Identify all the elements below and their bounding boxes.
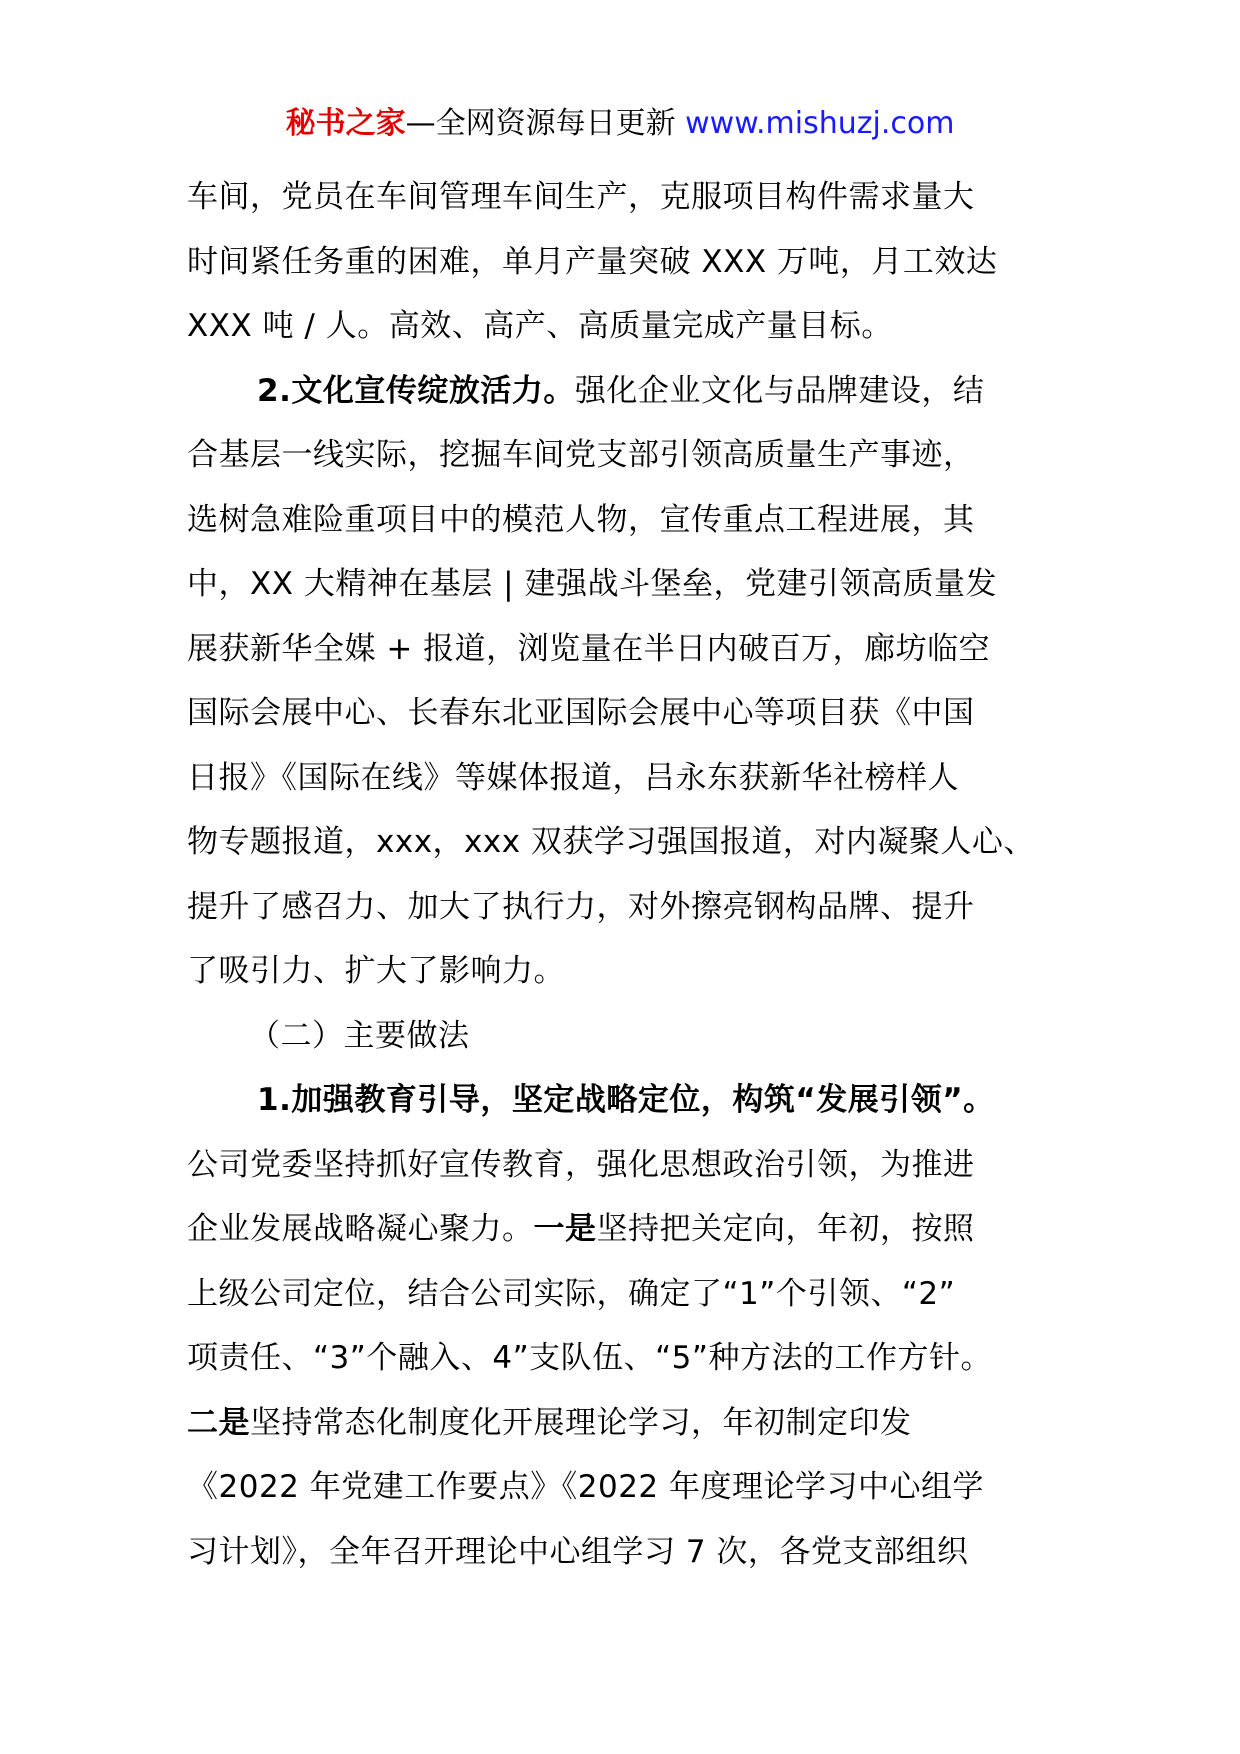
- text-run: 强化企业文化与品牌建设，结: [574, 372, 985, 409]
- text-line: [187, 230, 1057, 295]
- text-run: 项责任、“3”个融入、4”支队伍、“5”种方法的工作方针。: [187, 1340, 992, 1376]
- bold-text-run: 1.加强教育引导，坚定战略定位，构筑“发展引领”。: [257, 1082, 995, 1118]
- text-run: 《2022 年党建工作要点》《2022 年度理论学习中心组学: [187, 1469, 984, 1505]
- text-line: [187, 681, 1057, 746]
- header-tagline: —全网资源每日更新: [405, 106, 686, 141]
- text-line: [187, 939, 1057, 1004]
- text-run: 提升了感召力、加大了执行力，对外擦亮钢构品牌、提升: [187, 888, 975, 925]
- text-line: [187, 1197, 1057, 1262]
- bold-text-run: 一是: [533, 1211, 597, 1247]
- text-run: 了吸引力、扩大了影响力。: [187, 953, 565, 989]
- text-run: 中，XX 大精神在基层 | 建强战斗堡垒，党建引领高质量发: [187, 566, 997, 602]
- bold-text-run: 2.文化宣传绽放活力。: [257, 372, 575, 409]
- text-line: [187, 1068, 1057, 1133]
- text-line: [187, 359, 1057, 424]
- text-line: [187, 746, 1057, 811]
- text-run: 展获新华全媒 + 报道，浏览量在半日内破百万，廊坊临空: [187, 630, 991, 667]
- text-line: [187, 488, 1057, 553]
- text-line: [187, 1455, 1057, 1520]
- brand-name: 秘书之家: [285, 106, 406, 141]
- text-line: [187, 1391, 1057, 1456]
- text-line: [187, 552, 1057, 617]
- text-run: 日报》《国际在线》等媒体报道，吕永东获新华社榜样人: [187, 759, 959, 796]
- text-run: 坚持常态化制度化开展理论学习，年初制定印发: [250, 1404, 912, 1441]
- text-line: [187, 1262, 1057, 1327]
- site-url-link[interactable]: www.mishuzj.com: [685, 106, 955, 141]
- document-body: [187, 165, 1057, 1584]
- text-run: 上级公司定位，结合公司实际，确定了“1”个引领、“2”: [187, 1275, 956, 1312]
- text-line: [187, 617, 1057, 682]
- text-line: [187, 875, 1057, 940]
- text-line: [187, 165, 1057, 230]
- text-line: [187, 423, 1057, 488]
- text-line: [187, 1133, 1057, 1198]
- text-run: 合基层一线实际，挖掘车间党支部引领高质量生产事迹，: [187, 437, 975, 473]
- text-line: [187, 810, 1057, 875]
- text-run: 坚持把关定向，年初，按照: [596, 1211, 975, 1247]
- text-run: 车间，党员在车间管理车间生产，克服项目构件需求量大: [187, 179, 975, 215]
- text-run: 时间紧任务重的困难，单月产量突破 XXX 万吨，月工效达: [187, 243, 998, 280]
- text-line: [187, 1520, 1057, 1585]
- bold-text-run: 二是: [187, 1404, 250, 1441]
- text-run: （二）主要做法: [249, 1017, 470, 1054]
- text-line: [187, 1326, 1057, 1391]
- text-run: 物专题报道，xxx，xxx 双获学习强国报道，对内凝聚人心、: [187, 824, 1035, 860]
- text-line: [187, 294, 1057, 359]
- text-line: [187, 1004, 1057, 1069]
- text-run: 企业发展战略凝心聚力。: [187, 1211, 534, 1247]
- text-run: 国际会展中心、长春东北亚国际会展中心等项目获《中国: [187, 695, 975, 731]
- text-run: 选树急难险重项目中的模范人物，宣传重点工程进展，其: [187, 501, 975, 538]
- text-run: 习计划》，全年召开理论中心组学习 7 次，各党支部组织: [187, 1533, 969, 1570]
- text-run: 公司党委坚持抓好宣传教育，强化思想政治引领，为推进: [187, 1146, 975, 1183]
- text-run: XXX 吨 / 人。高效、高产、高质量完成产量目标。: [187, 308, 893, 344]
- site-header: [0, 104, 1240, 144]
